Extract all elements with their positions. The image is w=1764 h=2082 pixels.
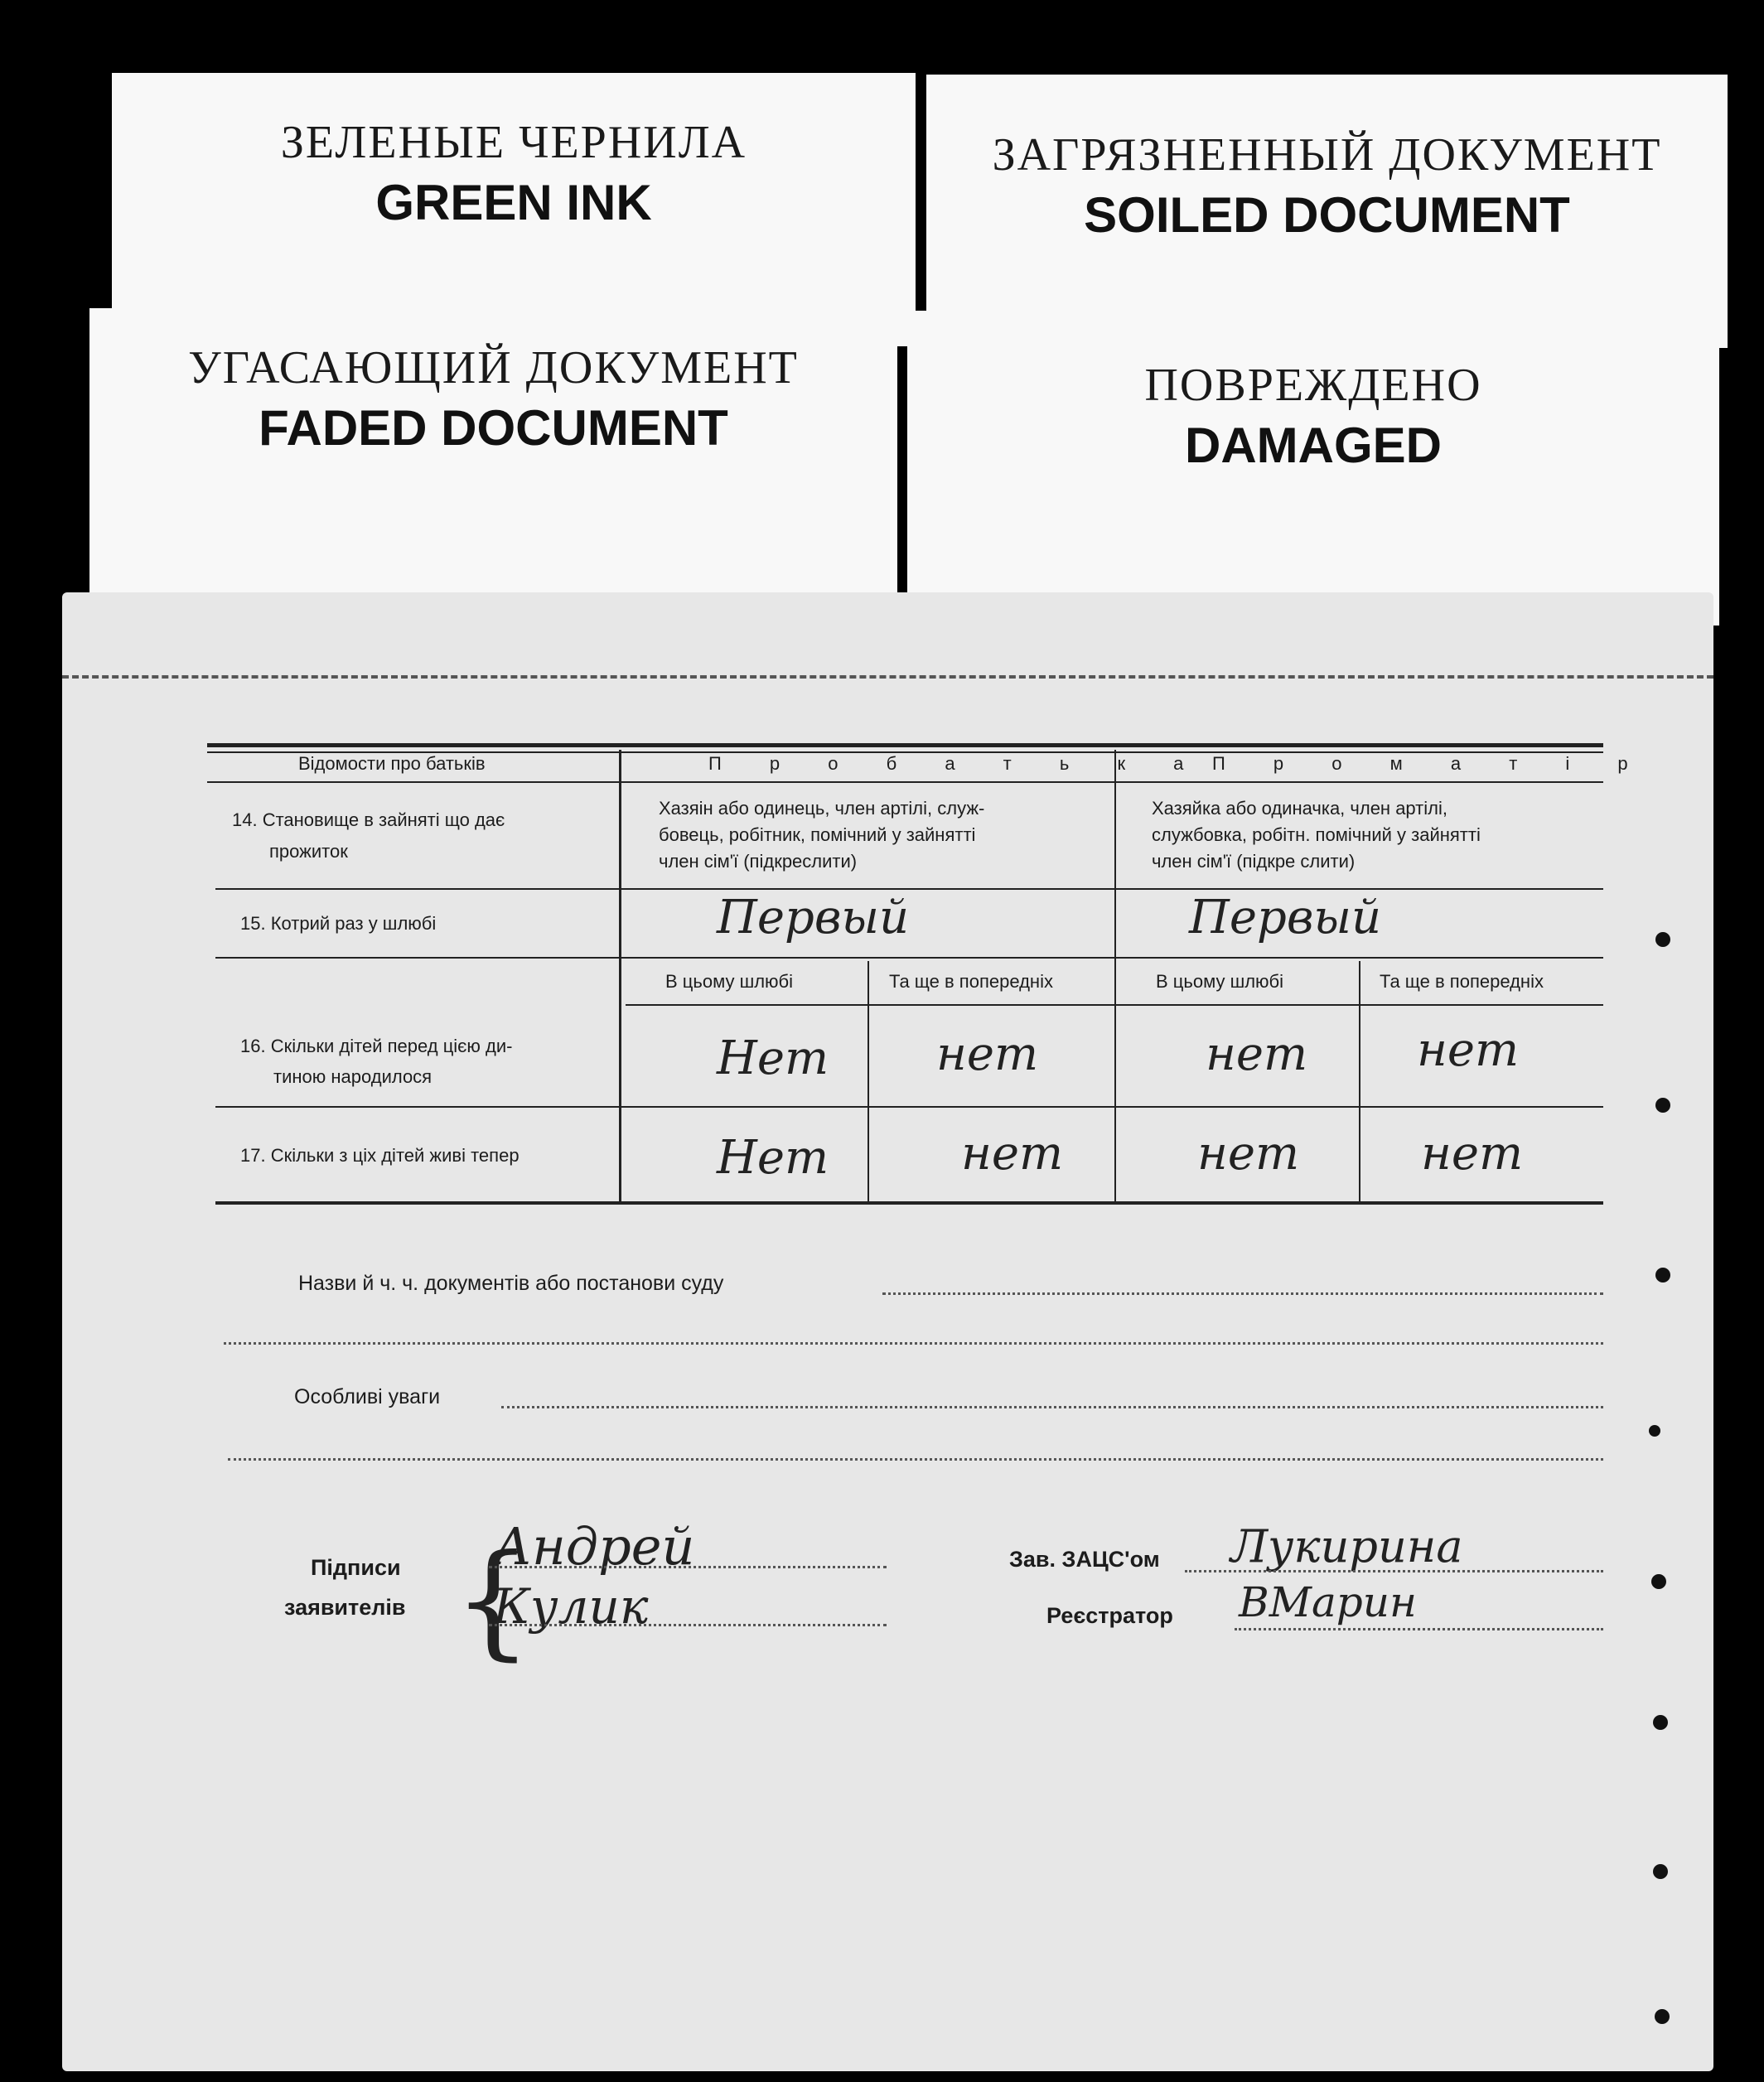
- notice-ru-text: ЗЕЛЕНЫЕ ЧЕРНИЛА: [280, 117, 747, 168]
- registrar-label: Реєстратор: [1046, 1603, 1173, 1628]
- registry-form-sheet: [62, 592, 1713, 2071]
- row15-father-value: Первый: [717, 891, 910, 944]
- row16-father-previous: нет: [936, 1027, 1039, 1081]
- row14-father-line1: Хазяін або одинець, член артілі, служ-: [659, 798, 985, 819]
- notice-card-soiled-document: [926, 75, 1728, 348]
- notice-en-text: DAMAGED: [1185, 418, 1442, 473]
- notes-line-1: [501, 1406, 1603, 1408]
- applicant-signature-1: Андрей: [493, 1516, 695, 1577]
- binding-hole: [1653, 1715, 1668, 1730]
- table-bottom-border: [215, 1201, 1603, 1205]
- row16-divider: [215, 1106, 1603, 1108]
- row15-mother-value: Первый: [1189, 891, 1382, 944]
- row17-mother-previous: нет: [1421, 1127, 1524, 1181]
- row15-label: 15. Котрий раз у шлюбі: [240, 913, 437, 934]
- column-divider-2: [1114, 750, 1116, 1204]
- row16-label-line1: 16. Скільки дітей перед цією ди-: [240, 1036, 513, 1056]
- row14-label-line2: прожиток: [269, 841, 348, 862]
- row16-father-this-marriage: Нет: [717, 1031, 829, 1085]
- subheader-father-this-marriage: В цьому шлюбі: [665, 971, 794, 992]
- registrar-signature: ВМарин: [1239, 1578, 1417, 1626]
- binding-hole: [1655, 1098, 1670, 1113]
- zags-head-sign-line: [1185, 1570, 1603, 1572]
- subheader-mother-previous: Та ще в попередніх: [1380, 971, 1544, 992]
- binding-hole: [1653, 1864, 1668, 1879]
- documents-line-1: [882, 1292, 1603, 1295]
- binding-hole: [1649, 1425, 1660, 1437]
- perforation-line: [62, 675, 1713, 679]
- table-top-border: [207, 743, 1603, 747]
- row15-divider: [215, 957, 1603, 959]
- applicant-signature-2: Кулик: [493, 1578, 649, 1635]
- header-about-mother: П р о м а т і р: [1212, 753, 1650, 774]
- subheader-mother-this-marriage: В цьому шлюбі: [1156, 971, 1284, 992]
- notice-card-faded-document: [89, 308, 897, 623]
- row17-father-this-marriage: Нет: [717, 1131, 829, 1185]
- column-divider-father-sub: [868, 961, 869, 1204]
- header-parents-info: Відомости про батьків: [298, 753, 486, 774]
- registrar-sign-line: [1235, 1628, 1603, 1630]
- binding-hole: [1655, 1268, 1670, 1283]
- applicant-sign-line-2: [489, 1624, 887, 1626]
- row14-divider: [215, 888, 1603, 890]
- applicants-brace: {: [453, 1529, 533, 1673]
- row14-label-line1: 14. Становище в зайняті що дає: [232, 809, 505, 830]
- applicants-label-line2: заявителів: [284, 1595, 406, 1620]
- row14-mother-line1: Хазяйка або одиначка, член артілі,: [1152, 798, 1447, 819]
- row14-father-line2: бовець, робітник, помічний у зайнятті: [659, 824, 976, 845]
- applicant-sign-line-1: [489, 1566, 887, 1568]
- row17-father-previous: нет: [961, 1127, 1064, 1181]
- zags-head-label: Зав. ЗАЦС'ом: [1009, 1547, 1160, 1572]
- applicants-label-line1: Підписи: [311, 1555, 401, 1580]
- notice-ru-text: УГАСАЮЩИЙ ДОКУМЕНТ: [188, 342, 799, 394]
- notice-en-text: FADED DOCUMENT: [259, 400, 728, 456]
- column-divider-mother-sub: [1359, 961, 1360, 1204]
- row16-mother-previous: нет: [1417, 1023, 1520, 1077]
- notes-label: Особливі уваги: [294, 1385, 441, 1408]
- row14-father-line3: член сім'ї (підкреслити): [659, 851, 858, 872]
- row16-label-line2: тиною народилося: [273, 1066, 433, 1087]
- notice-card-green-ink: [112, 73, 916, 346]
- row16-mother-this-marriage: нет: [1206, 1027, 1308, 1081]
- documents-line-2: [224, 1342, 1603, 1345]
- notice-card-damaged: [907, 311, 1719, 626]
- binding-hole: [1655, 932, 1670, 947]
- zags-head-signature: Лукирина: [1230, 1520, 1463, 1572]
- header-about-father: П р о б а т ь к а: [708, 753, 1206, 774]
- binding-hole: [1651, 1574, 1666, 1589]
- notice-en-text: GREEN INK: [375, 175, 652, 230]
- notes-line-2: [228, 1458, 1603, 1461]
- row17-label: 17. Скільки з ціх дітей живі тепер: [240, 1145, 520, 1166]
- subheader-father-previous: Та ще в попередніх: [889, 971, 1053, 992]
- notice-ru-text: ПОВРЕЖДЕНО: [1144, 360, 1482, 411]
- notice-en-text: SOILED DOCUMENT: [1084, 187, 1570, 243]
- row17-mother-this-marriage: нет: [1197, 1127, 1300, 1181]
- column-divider-1: [619, 750, 621, 1204]
- notice-ru-text: ЗАГРЯЗНЕННЫЙ ДОКУМЕНТ: [992, 129, 1662, 181]
- row14-mother-line3: член сім'ї (підкре слити): [1152, 851, 1356, 872]
- header-divider: [207, 781, 1603, 783]
- row14-mother-line2: службовка, робітн. помічний у зайнятті: [1152, 824, 1481, 845]
- binding-hole: [1655, 2009, 1670, 2024]
- documents-label: Назви й ч. ч. документів або постанови суду: [298, 1272, 724, 1295]
